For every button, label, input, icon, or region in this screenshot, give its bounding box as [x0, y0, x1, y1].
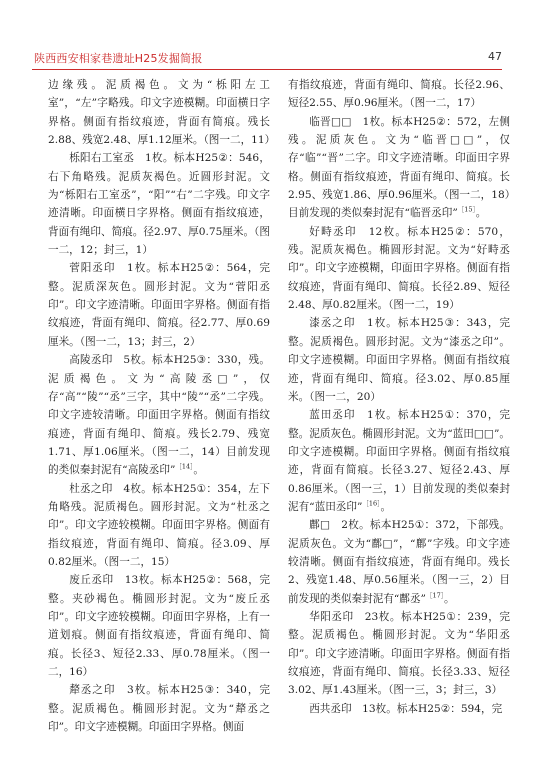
- paragraph: [48, 351, 270, 479]
- paragraph-text: 杜丞之印 4枚。标本H25①：354，左下角略残。泥质褐色。圆形封泥。文为“杜丞之印”。印文字迹较模糊。印面田字界格。侧面有指纹痕迹，背面有绳印、简痕。径3.09、厚0.82厘米。（图一二，15）: [48, 482, 270, 568]
- paragraph: [48, 571, 270, 681]
- paragraph-text: 边缘残。泥质褐色。文为“栎阳左工室”，“左”字略残。印文字迹模糊。印面横日字界格。侧面有指纹痕迹，背面有简痕。残长2.88、残宽2.48、厚1.12厘米。（图一二，11）: [48, 79, 276, 147]
- left-column: [48, 76, 276, 736]
- paragraph-text: 废丘丞印 13枚。标本H25②：568，完整。夹砂褐色。椭圆形封泥。文为“废丘丞印”。印文字迹较模糊。印面田字界格，上有一道划痕。侧面有指纹痕迹，背面有绳印、简痕。长径3、短径2.33、厚0.78厘米。（图一二，16）: [48, 574, 270, 678]
- paragraph-text: 漆丞之印 1枚。标本H25③：343，完整。泥质褐色。圆形封泥。文为“漆丞之印”。印文字迹模糊。印面田字界格。侧面有指纹痕迹，背面有绳印、简痕。径3.02、厚0.85厘米。（图一二，20）: [288, 317, 510, 403]
- paragraph-tail: 。: [193, 464, 204, 477]
- reference-mark: ［14］: [175, 462, 194, 471]
- right-column: [288, 76, 510, 718]
- paragraph-text: 临晋□□ 1枚。标本H25②：572，左侧残。泥质灰色。文为“临晋□□”，仅存“临”“晋”二字。印文字迹清晰。印面田字界格。侧面有指纹痕迹，背面有绳印、简痕。长2.95、残宽1.86、厚0.96厘米。（图一二，18）目前发现的类似秦封泥有“临晋丞印”: [288, 115, 510, 220]
- paragraph: [48, 76, 276, 149]
- paragraph-text: 鄜□ 2枚。标本H25①：372，下部残。泥质灰色。文为“鄜□”，“鄜”字残。印文字迹较清晰。侧面有指纹痕迹，背面有绳印。残长2、残宽1.48、厚0.56厘米。（图一三，2）目前发现的类似秦封泥有“鄜丞”: [288, 519, 510, 605]
- paragraph-text: 蓝田丞印 1枚。标本H25①：370，完整。泥质灰色。椭圆形封泥。文为“蓝田□□”。印文字迹模糊。印面田字界格。侧面有指纹痕迹，背面有简痕。长径3.27、短径2.43、厚0.86厘米。（图一三，1）目前发现的类似秦封泥有“蓝田丞印”: [288, 409, 510, 513]
- paragraph-text: 西共丞印 13枚。标本H25②：594，完: [309, 702, 503, 715]
- paragraph-text: 犛丞之印 3枚。标本H25③：340，完整。泥质褐色。椭圆形封泥。文为“犛丞之印”。印文字迹模糊。印面田字界格。侧面: [48, 684, 270, 734]
- paragraph-text: 菅阳丞印 1枚。标本H25②：564，完整。泥质深灰色。圆形封泥。文为“菅阳丞印”。印文字迹清晰。印面田字界格。侧面有指纹痕迹，背面有绳印、简痕。径2.77、厚0.69厘米。（图一二，13；封三，2）: [48, 262, 270, 348]
- paragraph-text: 华阳丞印 23枚。标本H25①：239，完整。泥质褐色。椭圆形封泥。文为“华阳丞印”。印文字迹清晰。印面田字界格。侧面有指纹痕迹，背面有绳印、简痕。长径3.33、短径3.02、厚1.43厘米。（图一三，3；封三，3）: [288, 610, 510, 697]
- page-number: 47: [488, 50, 502, 63]
- paragraph-tail: 。: [475, 207, 487, 220]
- paragraph-text: 高陵丞印 5枚。标本H25③：330，残。泥质褐色。文为“高陵丞□”，仅存“高”“陵”“丞”三字，其中“陵”“丞”二字残。印文字迹较清晰。印面田字界格。侧面有指纹痕迹，背面有绳印、简痕。残长2.79、残宽1.71、厚1.06厘米。（图一二，14）目前发现的类似秦封泥有“高陵丞印”: [48, 354, 270, 477]
- page-header: [32, 50, 502, 68]
- paragraph: [288, 608, 510, 700]
- paragraph: [288, 700, 510, 718]
- paragraph: [288, 314, 510, 406]
- reference-mark: ［17］: [425, 591, 444, 600]
- reference-mark: ［16］: [362, 499, 381, 508]
- header-rule: [32, 69, 502, 70]
- paragraph-text: 有指纹痕迹，背面有绳印、简痕。长径2.96、短径2.55、厚0.96厘米。（图一二，17）: [288, 79, 510, 110]
- paragraph-tail: 。: [380, 500, 392, 513]
- paragraph: [48, 149, 270, 259]
- paragraph: [48, 259, 270, 351]
- paragraph: [288, 516, 510, 608]
- paragraph: [288, 76, 510, 113]
- running-title: 陕西西安相家巷遗址H25发掘简报: [34, 52, 203, 65]
- paragraph-text: 好畤丞印 12枚。标本H25②：570，残。泥质灰褐色。椭圆形封泥。文为“好畤丞印”。印文字迹模糊，印面田字界格。侧面有指纹痕迹，背面有绳印、简痕。长径2.89、短径2.48、厚0.82厘米。（图一二，19）: [288, 225, 510, 312]
- reference-mark: ［15］: [457, 205, 476, 214]
- paragraph: [48, 681, 270, 736]
- paragraph: [48, 480, 270, 572]
- paragraph-tail: 。: [444, 592, 455, 605]
- paragraph: [288, 406, 510, 516]
- paragraph: [288, 223, 510, 315]
- paragraph-text: 栎阳右工室丞 1枚。标本H25②：546，右下角略残。泥质灰褐色。近圆形封泥。文为“栎阳右工室丞”，“阳”“右”二字残。印文字迹清晰。印面横日字界格。侧面有指纹痕迹，背面有绳印、简痕。径2.97、厚0.75厘米。（图一二，12；封三，1）: [48, 152, 270, 257]
- paragraph: [288, 113, 510, 223]
